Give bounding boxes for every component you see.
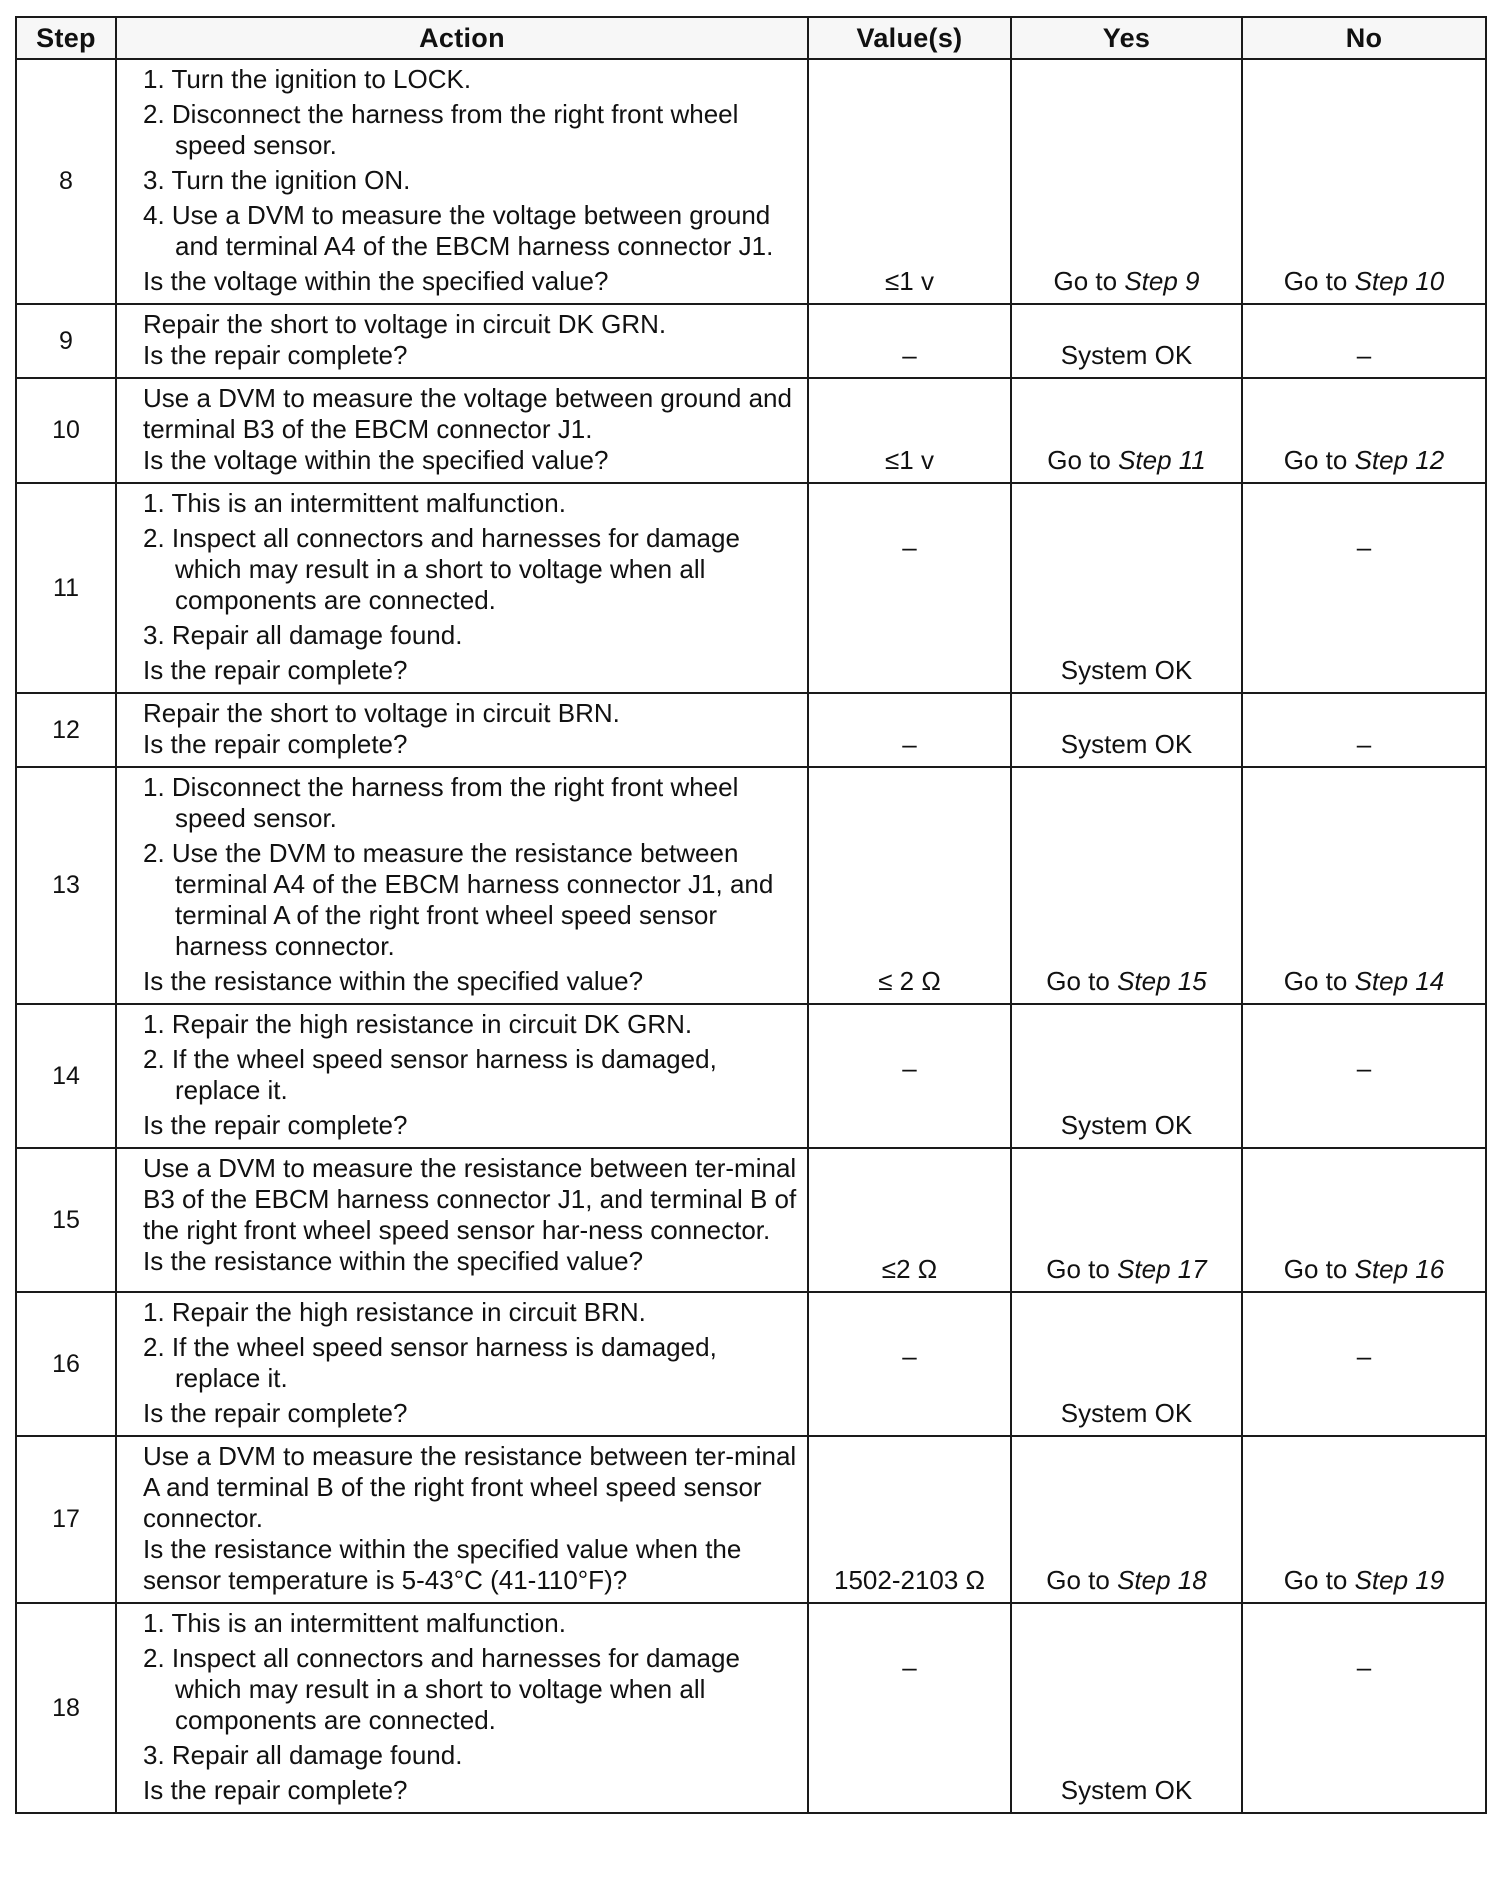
action-text: Use a DVM to measure the resistance between ter-minal A and terminal B of the right front wheel speed sensor connector. <box>143 1441 797 1533</box>
no-result <box>1243 1565 1485 1596</box>
action-cell <box>116 304 808 378</box>
action-question: Is the resistance within the specified value? <box>143 966 644 996</box>
action-question: Is the repair complete? <box>143 340 408 370</box>
action-cell <box>116 59 808 304</box>
step-number: 11 <box>16 483 116 693</box>
no-cell <box>1242 483 1486 693</box>
value-cell <box>808 767 1011 1004</box>
step-number: 13 <box>16 767 116 1004</box>
no-dash: – <box>1356 1053 1372 1083</box>
yes-step-link[interactable]: Step 18 <box>1117 1565 1207 1595</box>
header-action: Action <box>116 17 808 59</box>
no-cell <box>1242 767 1486 1004</box>
value-cell <box>808 1436 1011 1603</box>
no-step-link[interactable]: Step 19 <box>1354 1565 1445 1595</box>
action-cell <box>116 767 808 1004</box>
no-cell <box>1242 378 1486 483</box>
table-body <box>16 59 1486 1813</box>
action-item: 3. Repair all damage found. <box>143 1740 463 1770</box>
no-dash: – <box>1356 532 1372 562</box>
action-item: 2. Inspect all connectors and harnesses for damage which may result in a short to voltage when all components are connected. <box>143 523 740 615</box>
no-step-link[interactable]: Step 16 <box>1354 1254 1445 1284</box>
header-yes: Yes <box>1011 17 1242 59</box>
action-question: Is the voltage within the specified value? <box>143 445 609 475</box>
action-item: 1. Turn the ignition to LOCK. <box>143 64 472 94</box>
yes-result <box>1012 1254 1241 1285</box>
value-text: ≤2 Ω <box>881 1254 938 1284</box>
yes-system-ok: System OK <box>1060 340 1193 370</box>
table-row <box>16 767 1486 1004</box>
yes-step-link[interactable]: Step 9 <box>1124 266 1200 296</box>
action-item: 4. Use a DVM to measure the voltage between ground and terminal A4 of the EBCM harness connector J1. <box>143 200 774 261</box>
yes-result <box>1012 340 1241 371</box>
action-cell <box>116 1292 808 1436</box>
no-cell <box>1242 1436 1486 1603</box>
step-number: 14 <box>16 1004 116 1148</box>
yes-step-link[interactable]: Step 17 <box>1117 1254 1207 1284</box>
value-cell <box>808 1148 1011 1292</box>
action-cell <box>116 1004 808 1148</box>
action-item: 1. Disconnect the harness from the right front wheel speed sensor. <box>143 772 739 833</box>
no-dash: – <box>1356 1341 1372 1371</box>
step-number: 12 <box>16 693 116 767</box>
action-question: Is the repair complete? <box>143 1110 408 1140</box>
table-row <box>16 1292 1486 1436</box>
value-text: – <box>902 1053 917 1083</box>
action-item: 2. Disconnect the harness from the right front wheel speed sensor. <box>143 99 739 160</box>
action-text: Use a DVM to measure the voltage between ground and terminal B3 of the EBCM connector J1. <box>143 383 792 444</box>
action-question: Is the repair complete? <box>143 655 408 685</box>
value-text: – <box>902 532 917 562</box>
yes-cell <box>1011 483 1242 693</box>
table-row <box>16 483 1486 693</box>
yes-cell <box>1011 767 1242 1004</box>
step-number: 10 <box>16 378 116 483</box>
action-question: Is the repair complete? <box>143 1775 408 1805</box>
no-go-to: Go to <box>1283 966 1355 996</box>
step-number: 16 <box>16 1292 116 1436</box>
action-question: Is the repair complete? <box>143 729 408 759</box>
no-dash: – <box>1356 340 1372 370</box>
diagnostic-table <box>15 16 1487 1814</box>
header-no: No <box>1242 17 1486 59</box>
no-result <box>1243 445 1485 476</box>
header-row <box>16 17 1486 59</box>
yes-cell <box>1011 304 1242 378</box>
no-dash: – <box>1356 1652 1372 1682</box>
no-cell <box>1242 1603 1486 1813</box>
action-question: Is the resistance within the specified value when the sensor temperature is 5-43°C (41-110°F)? <box>143 1534 742 1595</box>
value-text: ≤1 v <box>885 445 934 475</box>
table-row <box>16 59 1486 304</box>
yes-result <box>1012 1565 1241 1596</box>
yes-result <box>1012 266 1241 297</box>
yes-system-ok: System OK <box>1060 655 1193 685</box>
no-go-to: Go to <box>1283 1254 1355 1284</box>
action-item: 2. If the wheel speed sensor harness is damaged, replace it. <box>143 1044 717 1105</box>
no-go-to: Go to <box>1283 266 1355 296</box>
no-cell <box>1242 693 1486 767</box>
value-cell <box>808 693 1011 767</box>
yes-step-link[interactable]: Step 11 <box>1118 445 1206 475</box>
yes-system-ok: System OK <box>1060 1398 1193 1428</box>
yes-result <box>1012 966 1241 997</box>
no-step-link[interactable]: Step 14 <box>1354 966 1445 996</box>
yes-result <box>1012 655 1241 686</box>
action-item: 1. Repair the high resistance in circuit BRN. <box>143 1297 646 1327</box>
yes-go-to: Go to <box>1046 966 1118 996</box>
value-cell <box>808 1292 1011 1436</box>
no-result <box>1243 1254 1485 1285</box>
value-text: – <box>902 729 917 759</box>
value-text: ≤ 2 Ω <box>878 966 941 996</box>
yes-cell <box>1011 1148 1242 1292</box>
yes-system-ok: System OK <box>1060 1110 1193 1140</box>
yes-cell <box>1011 1436 1242 1603</box>
no-cell <box>1242 59 1486 304</box>
yes-step-link[interactable]: Step 15 <box>1117 966 1207 996</box>
step-number: 17 <box>16 1436 116 1603</box>
value-cell <box>808 304 1011 378</box>
yes-cell <box>1011 1603 1242 1813</box>
action-cell <box>116 1436 808 1603</box>
no-result <box>1243 266 1485 297</box>
action-item: 2. Inspect all connectors and harnesses for damage which may result in a short to voltage when all components are connected. <box>143 1643 740 1735</box>
no-cell <box>1242 304 1486 378</box>
action-cell <box>116 1148 808 1292</box>
action-cell <box>116 1603 808 1813</box>
step-number: 15 <box>16 1148 116 1292</box>
value-text: – <box>902 340 917 370</box>
step-number: 18 <box>16 1603 116 1813</box>
action-item: 3. Repair all damage found. <box>143 620 463 650</box>
action-text: Repair the short to voltage in circuit DK GRN. <box>143 309 667 339</box>
yes-go-to: Go to <box>1046 1565 1118 1595</box>
no-cell <box>1242 1292 1486 1436</box>
yes-result <box>1012 1398 1241 1429</box>
yes-cell <box>1011 59 1242 304</box>
header-values: Value(s) <box>808 17 1011 59</box>
no-go-to: Go to <box>1283 1565 1355 1595</box>
no-step-link[interactable]: Step 12 <box>1354 445 1445 475</box>
yes-go-to: Go to <box>1046 1254 1118 1284</box>
action-item: 2. Use the DVM to measure the resistance between terminal A4 of the EBCM harness connector J1, and terminal A of the right front wheel speed sensor harness connector. <box>143 838 774 961</box>
yes-system-ok: System OK <box>1060 1775 1193 1805</box>
value-cell <box>808 378 1011 483</box>
no-cell <box>1242 1148 1486 1292</box>
table-row <box>16 693 1486 767</box>
yes-go-to: Go to <box>1053 266 1125 296</box>
yes-result <box>1012 729 1241 760</box>
no-dash: – <box>1356 729 1372 759</box>
table-row <box>16 378 1486 483</box>
value-text: ≤1 v <box>885 266 934 296</box>
action-cell <box>116 483 808 693</box>
table-row <box>16 1148 1486 1292</box>
yes-go-to: Go to <box>1047 445 1119 475</box>
action-item: 1. This is an intermittent malfunction. <box>143 488 566 518</box>
diagnostic-table-page <box>15 16 1485 1814</box>
yes-result <box>1012 1775 1241 1806</box>
action-item: 2. If the wheel speed sensor harness is damaged, replace it. <box>143 1332 717 1393</box>
value-text: – <box>902 1652 917 1682</box>
action-question: Is the resistance within the specified value? <box>143 1246 644 1276</box>
action-cell <box>116 378 808 483</box>
no-go-to: Go to <box>1283 445 1355 475</box>
action-item: 3. Turn the ignition ON. <box>143 165 411 195</box>
value-cell <box>808 59 1011 304</box>
step-number: 8 <box>16 59 116 304</box>
no-result <box>1243 966 1485 997</box>
value-cell <box>808 1004 1011 1148</box>
table-row <box>16 1004 1486 1148</box>
value-cell <box>808 1603 1011 1813</box>
action-item: 1. This is an intermittent malfunction. <box>143 1608 566 1638</box>
yes-cell <box>1011 378 1242 483</box>
action-text: Use a DVM to measure the resistance between ter-minal B3 of the EBCM harness connector J1, and terminal B of the right front wheel speed sensor har-ness connector. <box>143 1153 797 1245</box>
yes-cell <box>1011 1292 1242 1436</box>
action-text: Repair the short to voltage in circuit BRN. <box>143 698 620 728</box>
header-step: Step <box>16 17 116 59</box>
value-text: 1502-2103 Ω <box>834 1565 985 1595</box>
no-cell <box>1242 1004 1486 1148</box>
table-row <box>16 1436 1486 1603</box>
value-text: – <box>902 1341 917 1371</box>
yes-cell <box>1011 693 1242 767</box>
action-cell <box>116 693 808 767</box>
table-row <box>16 1603 1486 1813</box>
action-question: Is the repair complete? <box>143 1398 408 1428</box>
value-cell <box>808 483 1011 693</box>
yes-result <box>1012 1110 1241 1141</box>
no-step-link[interactable]: Step 10 <box>1354 266 1445 296</box>
yes-cell <box>1011 1004 1242 1148</box>
step-number: 9 <box>16 304 116 378</box>
yes-system-ok: System OK <box>1060 729 1193 759</box>
table-row <box>16 304 1486 378</box>
action-item: 1. Repair the high resistance in circuit DK GRN. <box>143 1009 693 1039</box>
yes-result <box>1012 445 1241 476</box>
action-question: Is the voltage within the specified value? <box>143 266 609 296</box>
